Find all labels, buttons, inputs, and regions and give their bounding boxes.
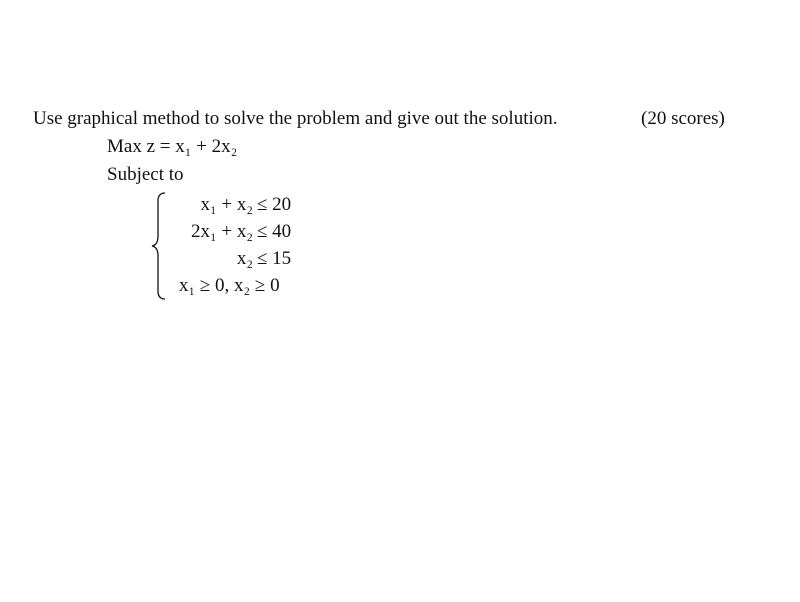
- nonnegativity-constraint: x₁ ≥ 0, x₂ ≥ 0: [179, 275, 280, 296]
- objective-function: Max z = x₁ + 2x₂: [107, 136, 238, 157]
- constraint-1-rhs: ≤ 20: [257, 194, 292, 215]
- constraint-1-lhs: x₁ + x₂: [200, 194, 253, 215]
- constraint-3-lhs: x₂: [236, 248, 253, 269]
- constraint-2-lhs: 2x₁ + x₂: [191, 221, 253, 242]
- constraint-3-rhs: ≤ 15: [257, 248, 292, 269]
- problem-score: (20 scores): [641, 108, 725, 129]
- subject-to-label: Subject to: [107, 164, 184, 185]
- problem-instruction: Use graphical method to solve the problem and give out the solution.: [33, 108, 558, 129]
- constraint-2-rhs: ≤ 40: [257, 221, 292, 242]
